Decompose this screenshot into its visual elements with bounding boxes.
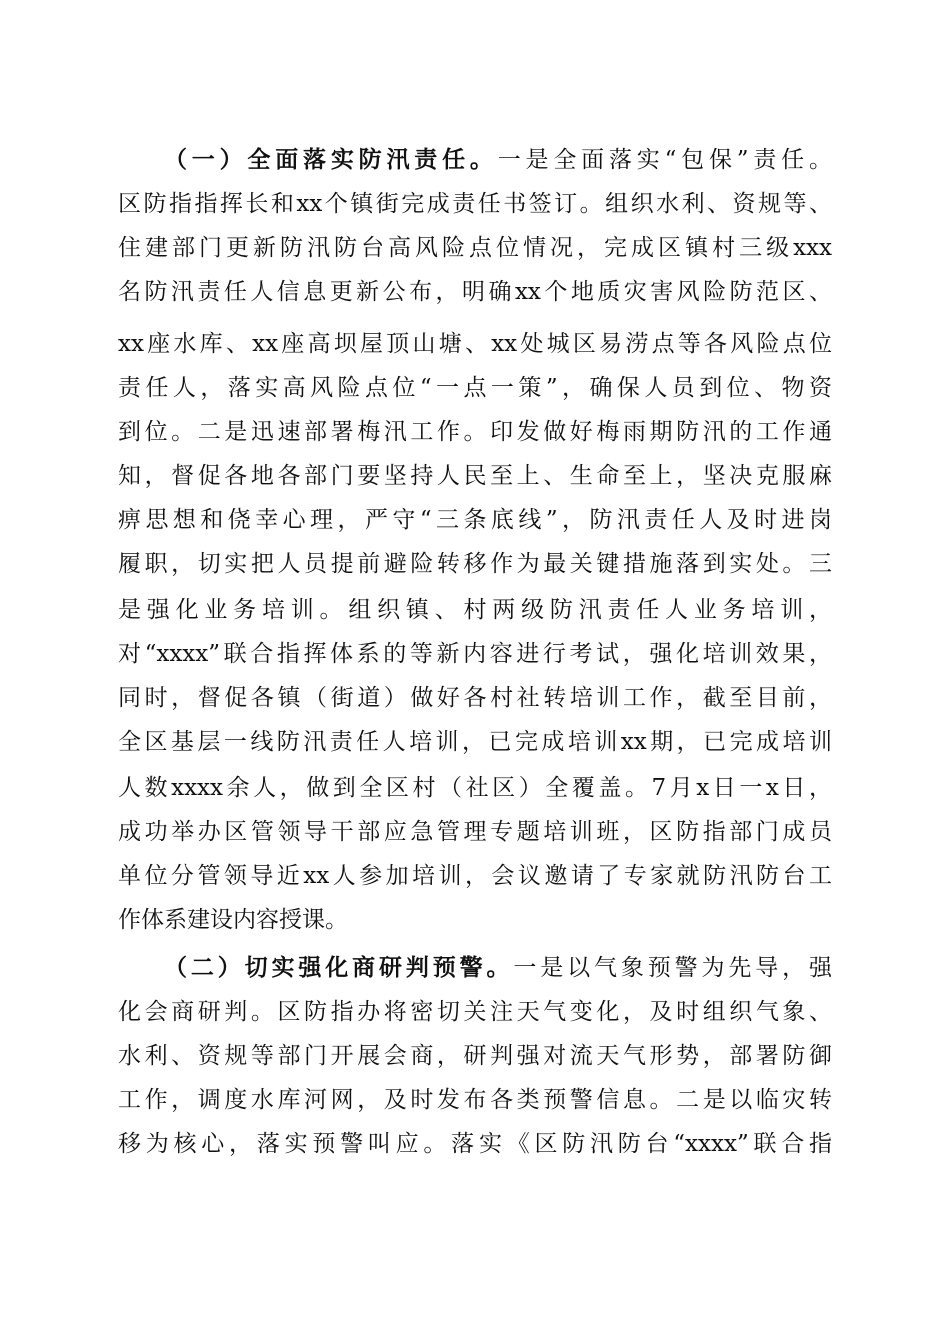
section1-line-16: 单位分管领导近xx人参加培训，会议邀请了专家就防汛防台工 (118, 863, 832, 889)
section1-line-9: 履职，切实把人员提前避险转移作为最关键措施落到实处。三 (118, 551, 832, 577)
section1-line-4: xx座水库、xx座高坝屋顶山塘、xx处城区易涝点等各风险点位 (118, 331, 832, 357)
section1-first-line (164, 138, 832, 182)
section2-line-1: 化会商研判。区防指办将密切关注天气变化，及时组织气象、 (118, 999, 832, 1025)
section1-line-15: 成功举办区管领导干部应急管理专题培训班，区防指部门成员 (118, 819, 832, 845)
section1-line-0: 一是全面落实“包保”责任。 (497, 147, 832, 173)
section1-heading: （一）全面落实防汛责任。 (164, 146, 498, 173)
section2-line-2: 水利、资规等部门开展会商，研判强对流天气形势，部署防御 (118, 1043, 832, 1069)
section1-line-11: 对“xxxx”联合指挥体系的等新内容进行考试，强化培训效果， (118, 641, 832, 667)
section1-line-7: 知，督促各地各部门要坚持人民至上、生命至上，坚决克服麻 (118, 463, 832, 489)
section1-line-10: 是强化业务培训。组织镇、村两级防汛责任人业务培训， (118, 597, 832, 623)
section2-line-3: 工作，调度水库河网，及时发布各类预警信息。二是以临灾转 (118, 1087, 832, 1113)
section2-line-0: 一是以气象预警为先导，强 (513, 955, 832, 981)
section1-line-6: 到位。二是迅速部署梅汛工作。印发做好梅雨期防汛的工作通 (118, 419, 832, 445)
section1-line-1: 区防指指挥长和xx个镇街完成责任书签订。组织水利、资规等、 (118, 191, 832, 217)
section1-line-14: 人数xxxx余人，做到全区村（社区）全覆盖。7月x日一x日， (118, 775, 832, 801)
section1-line-12: 同时，督促各镇（街道）做好各村社转培训工作，截至目前， (118, 685, 832, 711)
section2-line-4: 移为核心，落实预警叫应。落实《区防汛防台“xxxx”联合指 (118, 1131, 832, 1157)
section1-line-5: 责任人，落实高风险点位“一点一策”，确保人员到位、物资 (118, 375, 832, 401)
section1-line-8: 痹思想和侥幸心理，严守“三条底线”，防汛责任人及时进岗 (118, 507, 832, 533)
section1-line-13: 全区基层一线防汛责任人培训，已完成培训xx期，已完成培训 (118, 729, 832, 755)
section2-heading: （二）切实强化商研判预警。 (164, 954, 514, 981)
section1-line-3: 名防汛责任人信息更新公布，明确xx个地质灾害风险防范区、 (118, 279, 832, 305)
section1-line-2: 住建部门更新防汛防台高风险点位情况，完成区镇村三级xxx (118, 235, 832, 261)
section2-first-line (164, 946, 832, 990)
section1-line-17: 作体系建设内容授课。 (118, 907, 348, 933)
